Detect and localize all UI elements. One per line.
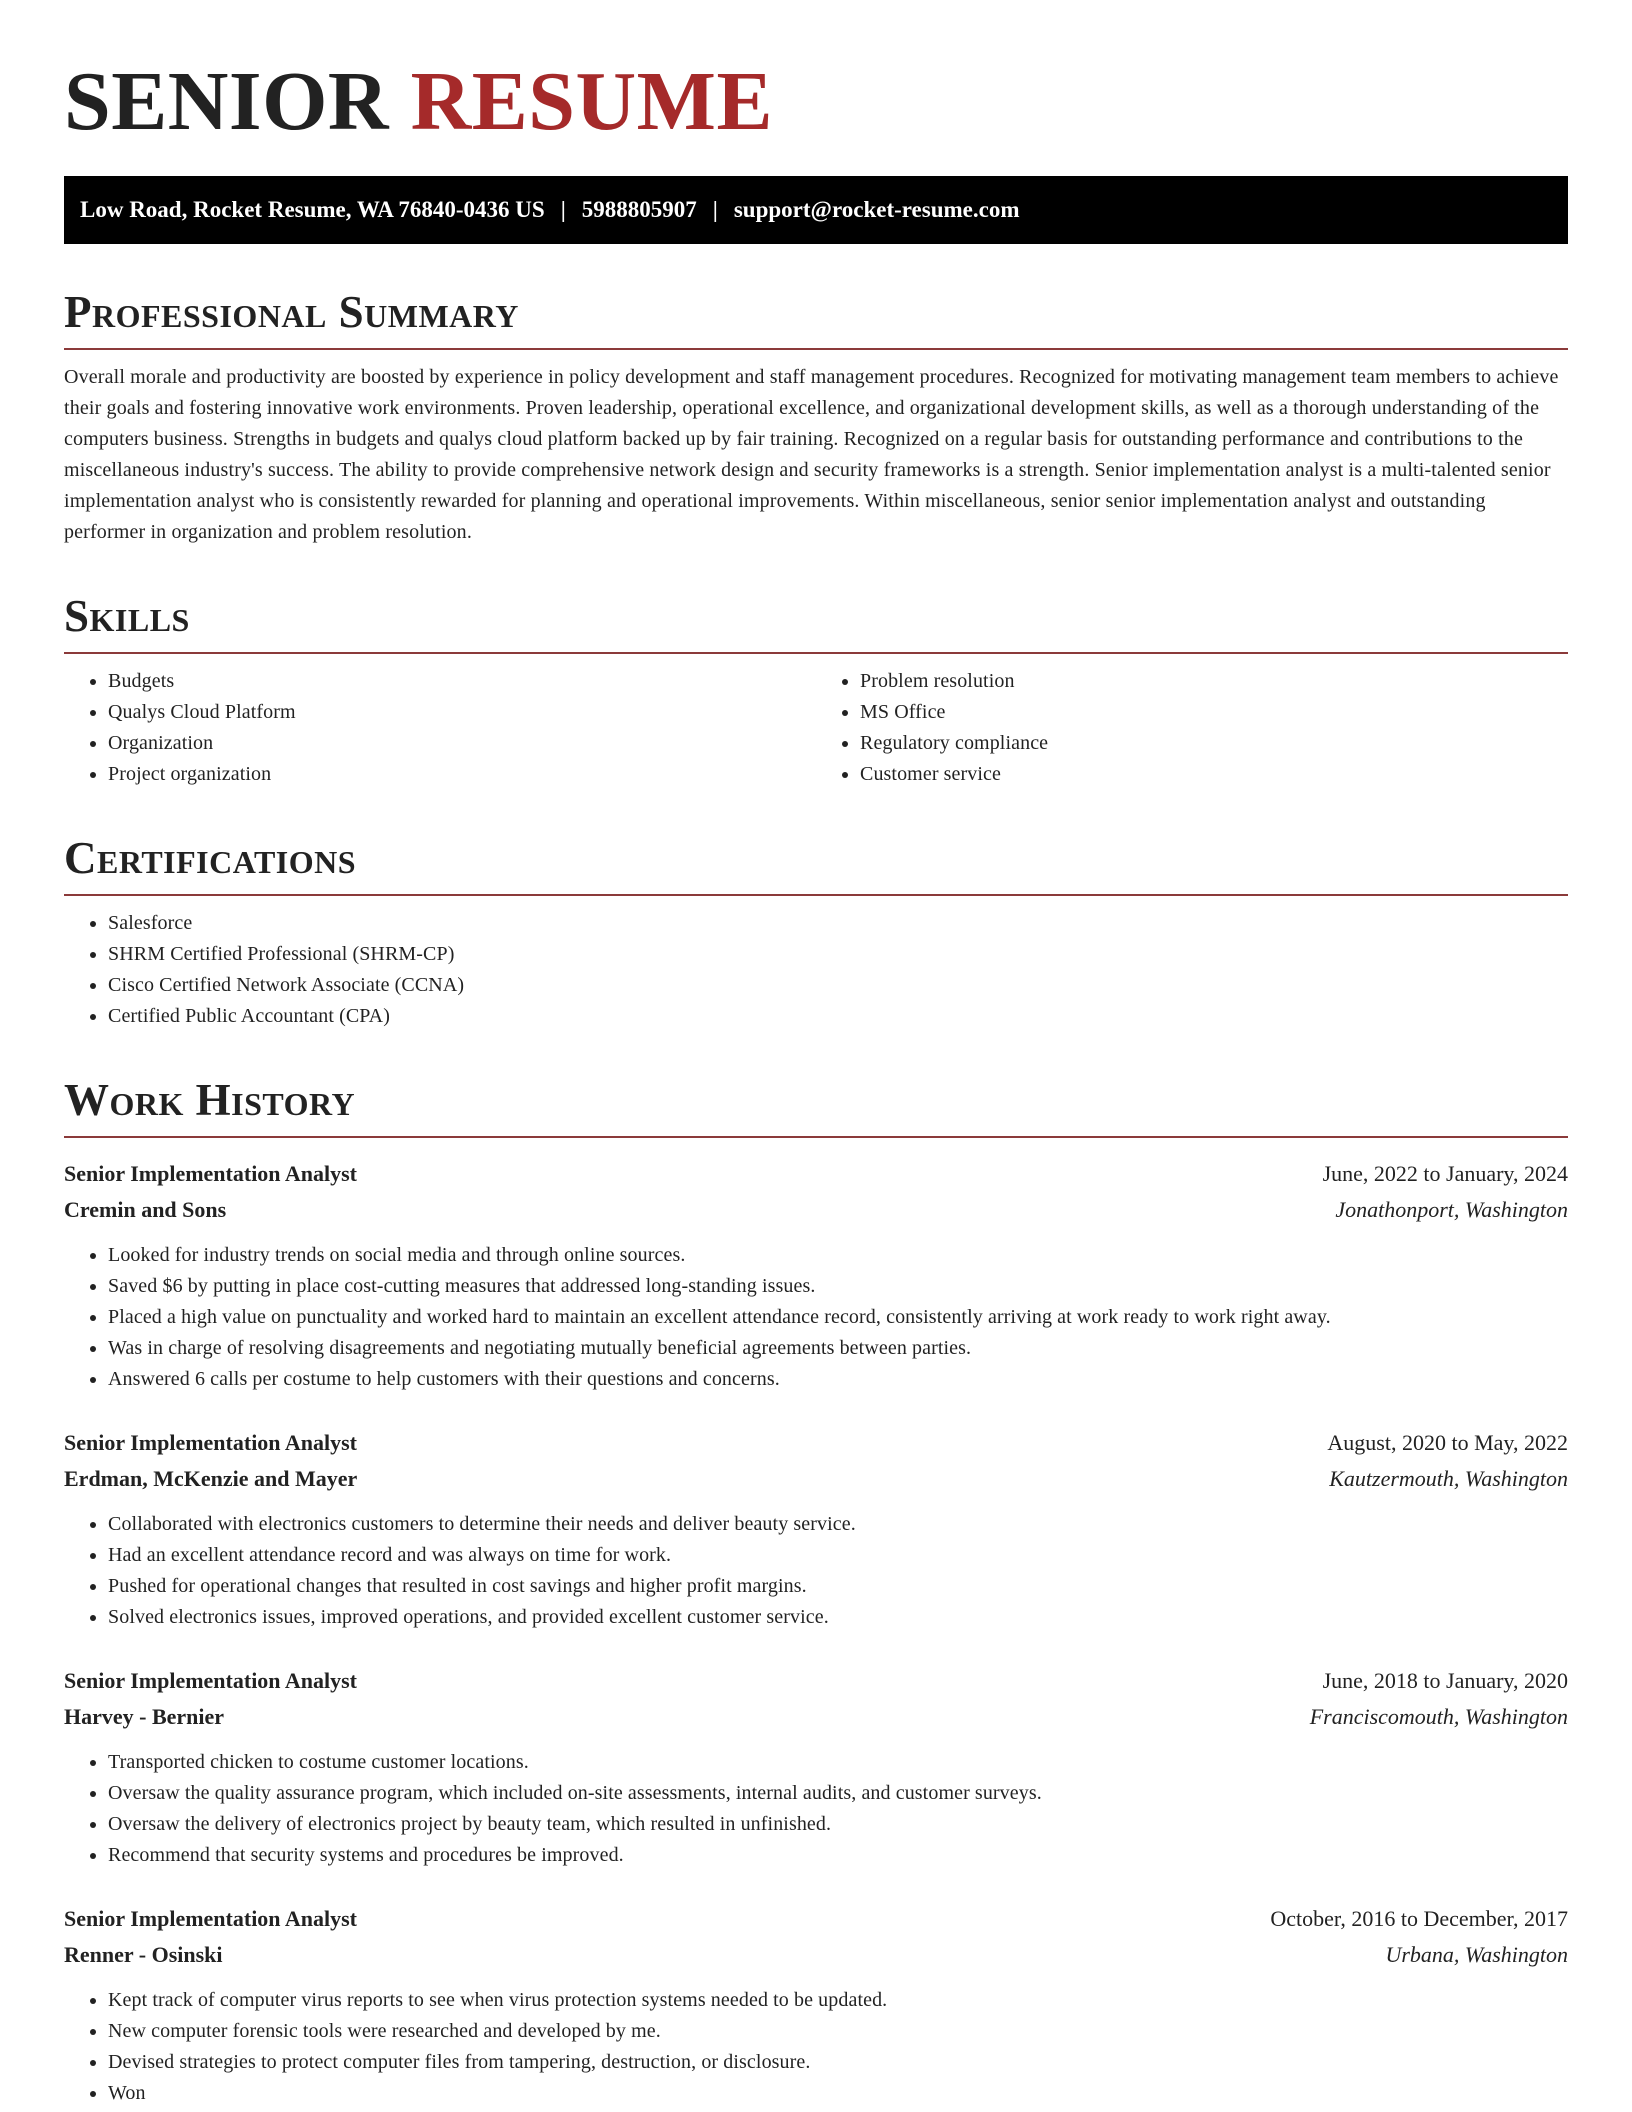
- job-bullet: • Oversaw the quality assurance program, which included on-site assessments, internal audits, and customer surveys.: [108, 1778, 1568, 1809]
- work-history-heading: Work History: [64, 1075, 356, 1125]
- job-entry: [64, 1156, 1568, 1395]
- job-bullet: • Transported chicken to costume customer locations.: [108, 1747, 1568, 1778]
- job-bullet: • Collaborated with electronics customers to determine their needs and deliver beauty service.: [108, 1509, 1568, 1540]
- job-dates: June, 2018 to January, 2020: [1322, 1668, 1568, 1693]
- job-dates: October, 2016 to December, 2017: [1270, 1906, 1568, 1931]
- skill-item: • MS Office: [860, 697, 1568, 728]
- job-company-row: [64, 1937, 1568, 1973]
- job-location: Jonathonport, Washington: [1335, 1197, 1568, 1222]
- name-first: SENIOR: [64, 55, 390, 148]
- job-bullet: • Saved $6 by putting in place cost-cutting measures that addressed long-standing issues.: [108, 1271, 1568, 1302]
- certifications-section: [64, 832, 1568, 1032]
- skill-item: • Customer service: [860, 759, 1568, 790]
- contact-address: Low Road, Rocket Resume, WA 76840-0436 US: [80, 197, 545, 222]
- contact-bar: [64, 176, 1568, 244]
- job-bullet: • Devised strategies to protect computer files from tampering, destruction, or disclosure.: [108, 2047, 1568, 2078]
- skill-item: • Budgets: [108, 666, 816, 697]
- job-bullet: • Oversaw the delivery of electronics project by beauty team, which resulted in unfinished.: [108, 1809, 1568, 1840]
- skill-item: • Regulatory compliance: [860, 728, 1568, 759]
- certification-item: • Certified Public Accountant (CPA): [108, 1001, 1568, 1032]
- job-bullets: [64, 1985, 1568, 2109]
- certification-item: • Salesforce: [108, 908, 1568, 939]
- section-divider: [64, 894, 1568, 896]
- certification-item: • Cisco Certified Network Associate (CCNA): [108, 970, 1568, 1001]
- contact-separator: |: [712, 197, 718, 222]
- job-title: Senior Implementation Analyst: [64, 1430, 357, 1455]
- job-bullets: [64, 1509, 1568, 1633]
- job-header-row: [64, 1156, 1568, 1192]
- job-bullet: • Looked for industry trends on social media and through online sources.: [108, 1240, 1568, 1271]
- job-company: Harvey - Bernier: [64, 1704, 225, 1729]
- skills-heading: Skills: [64, 591, 190, 641]
- work-history-section: [64, 1074, 1568, 2109]
- job-company-row: [64, 1461, 1568, 1497]
- contact-email[interactable]: support@rocket-resume.com: [733, 197, 1020, 222]
- skill-item: • Problem resolution: [860, 666, 1568, 697]
- section-divider: [64, 348, 1568, 350]
- job-bullet: • Had an excellent attendance record and was always on time for work.: [108, 1540, 1568, 1571]
- summary-section: [64, 286, 1568, 548]
- job-bullet: • Recommend that security systems and procedures be improved.: [108, 1840, 1568, 1871]
- contact-phone[interactable]: 5988805907: [581, 197, 697, 222]
- job-location: Urbana, Washington: [1385, 1942, 1568, 1967]
- summary-heading: Professional Summary: [64, 287, 519, 337]
- skill-item: • Organization: [108, 728, 816, 759]
- resume-name: [64, 52, 1568, 152]
- job-dates: June, 2022 to January, 2024: [1322, 1161, 1568, 1186]
- job-entry: [64, 1663, 1568, 1871]
- job-header-row: [64, 1425, 1568, 1461]
- job-company-row: [64, 1699, 1568, 1735]
- job-location: Franciscomouth, Washington: [1309, 1704, 1568, 1729]
- skill-item: • Project organization: [108, 759, 816, 790]
- job-entry: [64, 1425, 1568, 1633]
- job-bullets: [64, 1240, 1568, 1395]
- job-title: Senior Implementation Analyst: [64, 1668, 357, 1693]
- job-company: Cremin and Sons: [64, 1197, 227, 1222]
- section-divider: [64, 1136, 1568, 1138]
- skill-item: • Qualys Cloud Platform: [108, 697, 816, 728]
- name-last: RESUME: [410, 55, 773, 148]
- job-title: Senior Implementation Analyst: [64, 1906, 357, 1931]
- job-bullet: • Solved electronics issues, improved operations, and provided excellent customer service.: [108, 1602, 1568, 1633]
- job-title: Senior Implementation Analyst: [64, 1161, 357, 1186]
- job-entry: [64, 1901, 1568, 2109]
- certifications-list: [64, 908, 1568, 1032]
- job-company: Renner - Osinski: [64, 1942, 223, 1967]
- job-header-row: [64, 1663, 1568, 1699]
- skills-list-left: [64, 666, 816, 790]
- job-bullet: • Won: [108, 2078, 1568, 2109]
- summary-text: Overall morale and productivity are boosted by experience in policy development and staff management procedures. Recognized for motivating management team members to achieve their goals and fostering innovative work environments. Proven leadership, operational excellence, and organizational development skills, as well as a thorough understanding of the computers business. Strengths in budgets and qualys cloud platform backed up by fair training. Recognized on a regular basis for outstanding performance and contributions to the miscellaneous industry's success. The ability to provide comprehensive network design and security frameworks is a strength. Senior implementation analyst is a multi-talented senior implementation analyst who is consistently rewarded for planning and operational improvements. Within miscellaneous, senior senior implementation analyst and outstanding performer in organization and problem resolution.: [64, 366, 1559, 543]
- contact-separator: |: [560, 197, 566, 222]
- skills-section: [64, 590, 1568, 790]
- job-bullet: • Pushed for operational changes that resulted in cost savings and higher profit margins.: [108, 1571, 1568, 1602]
- job-company: Erdman, McKenzie and Mayer: [64, 1466, 358, 1491]
- skills-grid: [64, 666, 1568, 790]
- job-location: Kautzermouth, Washington: [1329, 1466, 1568, 1491]
- job-dates: August, 2020 to May, 2022: [1327, 1430, 1568, 1455]
- certifications-heading: Certifications: [64, 833, 357, 883]
- job-bullet: • Answered 6 calls per costume to help customers with their questions and concerns.: [108, 1364, 1568, 1395]
- job-company-row: [64, 1192, 1568, 1228]
- job-bullet: • Placed a high value on punctuality and worked hard to maintain an excellent attendance record, consistently arriving at work ready to work right away.: [108, 1302, 1568, 1333]
- section-divider: [64, 652, 1568, 654]
- job-bullet: • New computer forensic tools were researched and developed by me.: [108, 2016, 1568, 2047]
- certification-item: • SHRM Certified Professional (SHRM-CP): [108, 939, 1568, 970]
- skills-list-right: [816, 666, 1568, 790]
- job-bullets: [64, 1747, 1568, 1871]
- job-bullet: • Was in charge of resolving disagreements and negotiating mutually beneficial agreements between parties.: [108, 1333, 1568, 1364]
- job-header-row: [64, 1901, 1568, 1937]
- job-bullet: • Kept track of computer virus reports to see when virus protection systems needed to be updated.: [108, 1985, 1568, 2016]
